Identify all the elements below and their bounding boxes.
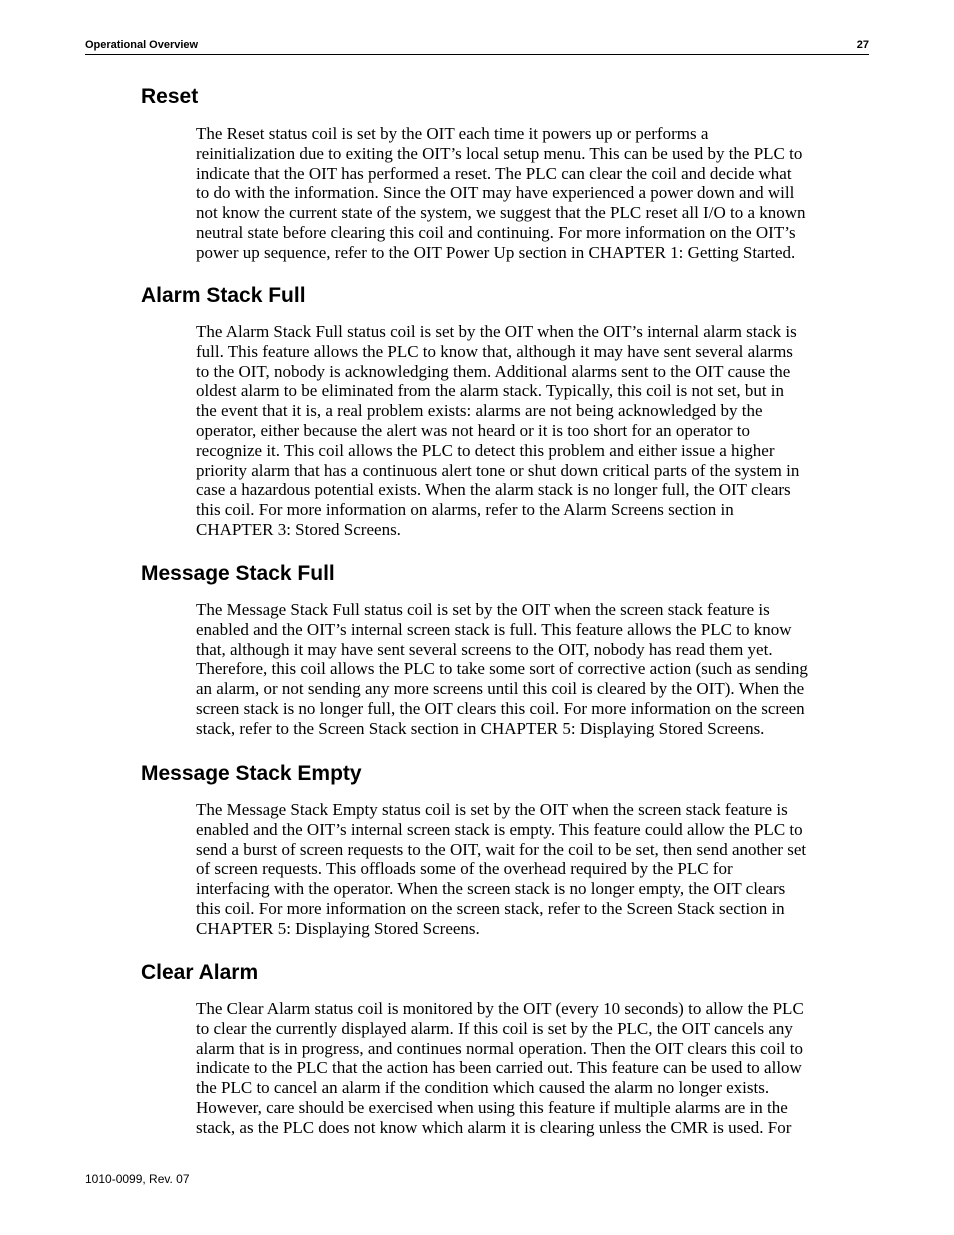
paragraph-line: The Clear Alarm status coil is monitored by the OIT (every 10 seconds) to allow the PLC — [196, 999, 804, 1018]
paragraph-line: that, although it may have sent several screens to the OIT, nobody has read them yet. — [196, 639, 773, 659]
paragraph-line: of screen requests. This offloads some of the overhead required by the PLC for — [196, 859, 733, 879]
paragraph-line: The Alarm Stack Full status coil is set by the OIT when the OIT’s internal alarm stack is — [196, 322, 797, 341]
paragraph-line: operator, either because the alert was not heard or it is too short for an operator to — [196, 420, 750, 440]
paragraph-line: The Reset status coil is set by the OIT each time it powers up or performs a — [196, 124, 709, 143]
paragraph-line: not know the current state of the system, we suggest that the PLC reset all I/O to a known — [196, 203, 806, 223]
paragraph-line: screen stack is no longer full, the OIT clears this coil. For more information on the screen — [196, 698, 805, 718]
paragraph-line: to clear the currently displayed alarm. If this coil is set by the PLC, the OIT cancels any — [196, 1018, 793, 1038]
paragraph-line: stack, as the PLC does not know which alarm it is clearing unless the CMR is used. For — [196, 1117, 792, 1137]
paragraph-line: The Message Stack Full status coil is set by the OIT when the screen stack feature is — [196, 600, 770, 619]
paragraph-line: enabled and the OIT’s internal screen stack is full. This feature allows the PLC to know — [196, 619, 792, 639]
paragraph-line: Therefore, this coil allows the PLC to take some sort of corrective action (such as sending — [196, 659, 808, 679]
paragraph-line: indicate that the OIT has performed a reset. The PLC can clear the coil and decide what — [196, 163, 792, 183]
page-header — [85, 38, 869, 55]
paragraph-line: an alarm, or not sending any more screens until this coil is cleared by the OIT). When the — [196, 679, 805, 699]
paragraph-line: priority alarm that has a continuous alert tone or shut down critical parts of the system in — [196, 460, 800, 480]
paragraph-line: case a hazardous potential exists. When the alarm stack is no longer full, the OIT clears — [196, 480, 791, 500]
page-footer-doc-id: 1010-0099, Rev. 07 — [85, 1172, 190, 1186]
section-body-message-stack-full — [196, 600, 876, 739]
section-body-clear-alarm — [196, 999, 876, 1138]
paragraph-line: to do with the information. Since the OIT may have experienced a power down and will — [196, 183, 795, 203]
paragraph-line: reinitialization due to exiting the OIT’s local setup menu. This can be used by the PLC to — [196, 143, 803, 163]
page-number: 27 — [856, 39, 869, 51]
paragraph-line: alarm that is in progress, and continues normal operation. Then the OIT clears this coil to — [196, 1038, 803, 1058]
paragraph-line: recognize it. This coil allows the PLC to detect this problem and either issue a higher — [196, 440, 775, 460]
section-heading-clear-alarm: Clear Alarm — [141, 961, 259, 984]
paragraph-line: CHAPTER 3: Stored Screens. — [196, 519, 401, 539]
section-heading-alarm-stack-full: Alarm Stack Full — [141, 284, 306, 307]
paragraph-line: this coil. For more information on alarms, refer to the Alarm Screens section in — [196, 500, 734, 520]
paragraph-line: the PLC to cancel an alarm if the condition which caused the alarm no longer exists. — [196, 1078, 770, 1098]
section-heading-message-stack-full: Message Stack Full — [141, 562, 335, 585]
paragraph-line: full. This feature allows the PLC to know that, although it may have sent several alarms — [196, 341, 793, 361]
paragraph-line: interfacing with the operator. When the screen stack is no longer empty, the OIT clears — [196, 879, 786, 899]
section-heading-message-stack-empty: Message Stack Empty — [141, 762, 362, 785]
paragraph-line: stack, refer to the Screen Stack section in CHAPTER 5: Displaying Stored Screens. — [196, 718, 765, 738]
paragraph-line: indicate to the PLC that the action has been carried out. This feature can be used to allow — [196, 1058, 802, 1078]
paragraph-line: enabled and the OIT’s internal screen stack is empty. This feature could allow the PLC to — [196, 819, 803, 839]
paragraph-line: the event that it is, a real problem exists: alarms are not being acknowledged by the — [196, 401, 763, 421]
paragraph-line: However, care should be exercised when using this feature if multiple alarms are in the — [196, 1097, 788, 1117]
paragraph-line: oldest alarm to be eliminated from the alarm stack. Typically, this coil is not set, but in — [196, 381, 785, 401]
section-heading-reset: Reset — [141, 85, 199, 108]
section-body-alarm-stack-full — [196, 322, 876, 540]
paragraph-line: neutral state before clearing this coil and continuing. For more information on the OIT’s — [196, 222, 796, 242]
running-header-title: Operational Overview — [85, 39, 199, 51]
paragraph-line: The Message Stack Empty status coil is set by the OIT when the screen stack feature is — [196, 800, 788, 819]
paragraph-line: power up sequence, refer to the OIT Power Up section in CHAPTER 1: Getting Started. — [196, 242, 796, 262]
paragraph-line: to the OIT, nobody is acknowledging them. Additional alarms sent to the OIT cause the — [196, 361, 791, 381]
section-body-reset — [196, 124, 876, 263]
section-body-message-stack-empty — [196, 800, 876, 939]
paragraph-line: send a burst of screen requests to the OIT, wait for the coil to be set, then send another set — [196, 839, 807, 859]
paragraph-line: CHAPTER 5: Displaying Stored Screens. — [196, 918, 480, 938]
paragraph-line: this coil. For more information on the screen stack, refer to the Screen Stack section in — [196, 898, 785, 918]
